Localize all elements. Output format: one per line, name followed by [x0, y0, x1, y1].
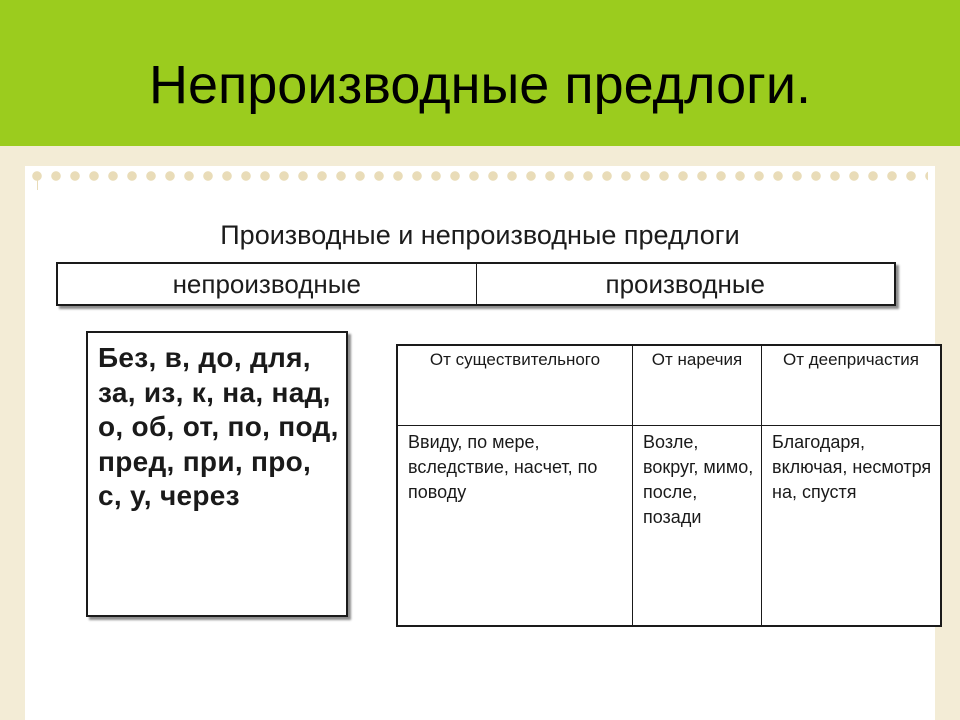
cell-from-gerund: Благодаря, включая, несмотря на, спустя [762, 426, 942, 627]
header-from-noun: От существительного [397, 345, 633, 426]
header-from-adverb: От наречия [633, 345, 762, 426]
slide-title: Непроизводные предлоги. [148, 55, 811, 115]
table-header-row [397, 345, 941, 426]
non-derivative-list-box [86, 331, 348, 617]
cell-from-noun: Ввиду, по мере, вследствие, насчет, по поводу [397, 426, 633, 627]
derivative-prepositions-table [396, 344, 942, 627]
non-derivative-list: Без, в, до, для, за, из, к, на, над, о, об, от, по, под, пред, при, про, с, у, через [98, 342, 339, 511]
table-row [397, 426, 941, 627]
preposition-types-table [56, 262, 896, 306]
header-from-gerund: От деепричастия [762, 345, 942, 426]
notebook-holes [28, 170, 928, 192]
type-derivative: производные [476, 264, 895, 304]
cell-from-adverb: Возле, вокруг, мимо, после, позади [633, 426, 762, 627]
table-heading: Производные и непроизводные предлоги [220, 220, 740, 250]
type-non-derivative: непроизводные [172, 269, 361, 299]
